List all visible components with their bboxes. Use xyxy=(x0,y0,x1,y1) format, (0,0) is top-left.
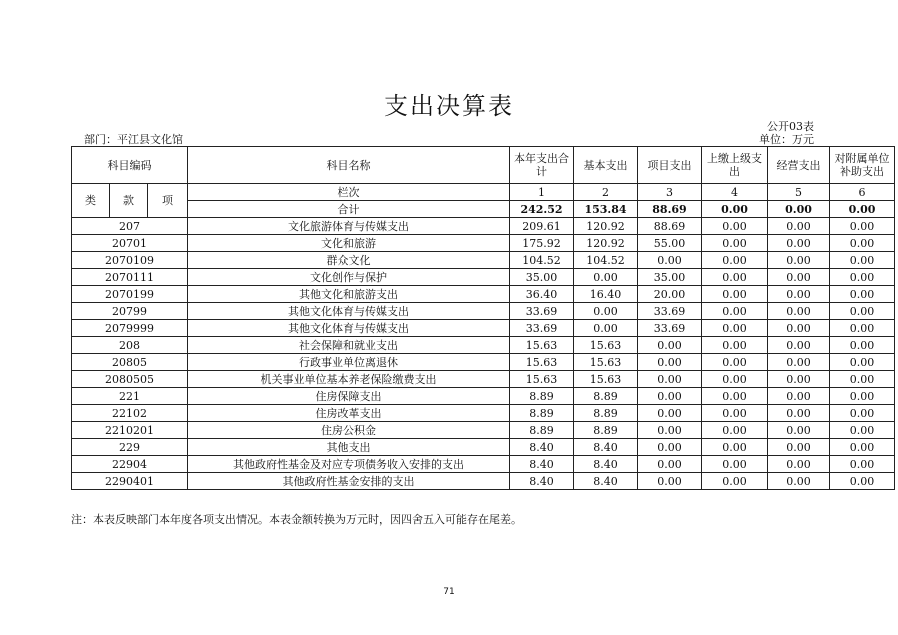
header-operation: 经营支出 xyxy=(768,147,830,184)
amount-cell: 0.00 xyxy=(702,269,768,286)
amount-cell: 0.00 xyxy=(830,456,895,473)
amount-cell: 0.00 xyxy=(702,371,768,388)
amount-cell: 0.00 xyxy=(768,303,830,320)
header-subsidy: 对附属单位补助支出 xyxy=(830,147,895,184)
amount-cell: 0.00 xyxy=(768,354,830,371)
amount-cell: 0.00 xyxy=(830,286,895,303)
amount-cell: 0.00 xyxy=(702,218,768,235)
amount-cell: 0.00 xyxy=(768,286,830,303)
subject-code: 2210201 xyxy=(72,422,188,439)
header-lei: 类 xyxy=(72,184,110,218)
subject-name: 行政事业单位离退休 xyxy=(188,354,510,371)
table-row xyxy=(72,337,895,354)
amount-cell: 15.63 xyxy=(510,337,574,354)
total-value: 242.52 xyxy=(510,201,574,218)
subject-code: 221 xyxy=(72,388,188,405)
amount-cell: 55.00 xyxy=(638,235,702,252)
header-row xyxy=(72,147,895,184)
subject-name: 其他政府性基金及对应专项债务收入安排的支出 xyxy=(188,456,510,473)
header-name: 科目名称 xyxy=(188,147,510,184)
amount-cell: 15.63 xyxy=(574,354,638,371)
amount-cell: 0.00 xyxy=(638,371,702,388)
amount-cell: 35.00 xyxy=(510,269,574,286)
subject-name: 文化旅游体育与传媒支出 xyxy=(188,218,510,235)
table-row xyxy=(72,371,895,388)
amount-cell: 0.00 xyxy=(702,422,768,439)
subject-name: 住房保障支出 xyxy=(188,388,510,405)
amount-cell: 0.00 xyxy=(574,269,638,286)
amount-cell: 0.00 xyxy=(702,405,768,422)
table-row xyxy=(72,320,895,337)
col-num: 3 xyxy=(638,184,702,201)
table-row xyxy=(72,405,895,422)
subject-code: 2290401 xyxy=(72,473,188,490)
header-basic: 基本支出 xyxy=(574,147,638,184)
amount-cell: 0.00 xyxy=(830,473,895,490)
amount-cell: 0.00 xyxy=(768,337,830,354)
amount-cell: 0.00 xyxy=(830,439,895,456)
subject-name: 文化创作与保护 xyxy=(188,269,510,286)
total-label: 合计 xyxy=(188,201,510,218)
amount-cell: 33.69 xyxy=(510,303,574,320)
subject-name: 群众文化 xyxy=(188,252,510,269)
amount-cell: 8.89 xyxy=(574,422,638,439)
col-num: 1 xyxy=(510,184,574,201)
amount-cell: 0.00 xyxy=(768,218,830,235)
col-num: 4 xyxy=(702,184,768,201)
amount-cell: 0.00 xyxy=(830,235,895,252)
header-kuan: 款 xyxy=(110,184,148,218)
amount-cell: 0.00 xyxy=(702,320,768,337)
amount-cell: 120.92 xyxy=(574,218,638,235)
col-num: 5 xyxy=(768,184,830,201)
amount-cell: 0.00 xyxy=(574,303,638,320)
amount-cell: 35.00 xyxy=(638,269,702,286)
subject-code: 20701 xyxy=(72,235,188,252)
table-row xyxy=(72,456,895,473)
table-row xyxy=(72,252,895,269)
amount-cell: 33.69 xyxy=(510,320,574,337)
subject-code: 2079999 xyxy=(72,320,188,337)
total-value: 0.00 xyxy=(768,201,830,218)
amount-cell: 8.40 xyxy=(574,456,638,473)
amount-cell: 8.89 xyxy=(574,388,638,405)
table-row xyxy=(72,473,895,490)
amount-cell: 8.40 xyxy=(574,473,638,490)
subject-name: 其他支出 xyxy=(188,439,510,456)
table-row xyxy=(72,269,895,286)
amount-cell: 0.00 xyxy=(702,235,768,252)
amount-cell: 0.00 xyxy=(638,439,702,456)
amount-cell: 15.63 xyxy=(510,371,574,388)
amount-cell: 8.89 xyxy=(510,388,574,405)
amount-cell: 8.40 xyxy=(510,456,574,473)
table-row xyxy=(72,354,895,371)
subject-code: 22904 xyxy=(72,456,188,473)
subject-code: 20805 xyxy=(72,354,188,371)
table-row xyxy=(72,286,895,303)
subject-code: 207 xyxy=(72,218,188,235)
amount-cell: 0.00 xyxy=(574,320,638,337)
amount-cell: 0.00 xyxy=(768,473,830,490)
amount-cell: 0.00 xyxy=(702,303,768,320)
amount-cell: 0.00 xyxy=(702,252,768,269)
amount-cell: 15.63 xyxy=(510,354,574,371)
amount-cell: 16.40 xyxy=(574,286,638,303)
header-lanci: 栏次 xyxy=(188,184,510,201)
department-label: 部门：平江县文化馆 xyxy=(84,133,183,146)
amount-cell: 0.00 xyxy=(830,252,895,269)
amount-cell: 104.52 xyxy=(510,252,574,269)
subject-name: 其他文化和旅游支出 xyxy=(188,286,510,303)
amount-cell: 0.00 xyxy=(638,456,702,473)
amount-cell: 15.63 xyxy=(574,337,638,354)
subject-name: 文化和旅游 xyxy=(188,235,510,252)
amount-cell: 104.52 xyxy=(574,252,638,269)
amount-cell: 0.00 xyxy=(702,473,768,490)
amount-cell: 0.00 xyxy=(702,456,768,473)
amount-cell: 0.00 xyxy=(830,303,895,320)
form-number: 公开03表 xyxy=(767,120,814,133)
amount-cell: 0.00 xyxy=(702,388,768,405)
amount-cell: 0.00 xyxy=(768,388,830,405)
subject-name: 其他政府性基金安排的支出 xyxy=(188,473,510,490)
subject-name: 其他文化体育与传媒支出 xyxy=(188,320,510,337)
amount-cell: 0.00 xyxy=(768,371,830,388)
amount-cell: 0.00 xyxy=(702,354,768,371)
amount-cell: 20.00 xyxy=(638,286,702,303)
table-row xyxy=(72,388,895,405)
table-row xyxy=(72,422,895,439)
amount-cell: 175.92 xyxy=(510,235,574,252)
amount-cell: 0.00 xyxy=(768,439,830,456)
amount-cell: 8.89 xyxy=(574,405,638,422)
total-row xyxy=(72,201,895,218)
amount-cell: 88.69 xyxy=(638,218,702,235)
amount-cell: 0.00 xyxy=(830,405,895,422)
amount-cell: 0.00 xyxy=(830,320,895,337)
amount-cell: 0.00 xyxy=(830,354,895,371)
total-value: 0.00 xyxy=(702,201,768,218)
amount-cell: 0.00 xyxy=(768,405,830,422)
subject-code: 2070109 xyxy=(72,252,188,269)
header-superior: 上缴上级支出 xyxy=(702,147,768,184)
amount-cell: 0.00 xyxy=(702,439,768,456)
amount-cell: 0.00 xyxy=(638,252,702,269)
subject-name: 住房改革支出 xyxy=(188,405,510,422)
amount-cell: 0.00 xyxy=(768,456,830,473)
amount-cell: 0.00 xyxy=(638,405,702,422)
amount-cell: 8.40 xyxy=(510,473,574,490)
amount-cell: 0.00 xyxy=(768,269,830,286)
unit-label: 单位：万元 xyxy=(759,133,814,146)
amount-cell: 33.69 xyxy=(638,303,702,320)
subject-name: 住房公积金 xyxy=(188,422,510,439)
amount-cell: 0.00 xyxy=(768,422,830,439)
header-code: 科目编码 xyxy=(72,147,188,184)
subject-code: 208 xyxy=(72,337,188,354)
header-project: 项目支出 xyxy=(638,147,702,184)
amount-cell: 0.00 xyxy=(830,388,895,405)
subject-code: 20799 xyxy=(72,303,188,320)
subject-name: 其他文化体育与传媒支出 xyxy=(188,303,510,320)
subject-code: 22102 xyxy=(72,405,188,422)
amount-cell: 8.89 xyxy=(510,422,574,439)
amount-cell: 0.00 xyxy=(768,252,830,269)
amount-cell: 8.89 xyxy=(510,405,574,422)
table-row xyxy=(72,439,895,456)
amount-cell: 0.00 xyxy=(638,422,702,439)
amount-cell: 0.00 xyxy=(768,320,830,337)
subject-code: 229 xyxy=(72,439,188,456)
amount-cell: 15.63 xyxy=(574,371,638,388)
table-row xyxy=(72,235,895,252)
amount-cell: 0.00 xyxy=(638,337,702,354)
total-value: 153.84 xyxy=(574,201,638,218)
subject-name: 社会保障和就业支出 xyxy=(188,337,510,354)
page-number: 71 xyxy=(443,587,455,597)
col-num: 6 xyxy=(830,184,895,201)
total-value: 88.69 xyxy=(638,201,702,218)
subject-name: 机关事业单位基本养老保险缴费支出 xyxy=(188,371,510,388)
table-row xyxy=(72,303,895,320)
amount-cell: 0.00 xyxy=(702,286,768,303)
amount-cell: 8.40 xyxy=(510,439,574,456)
header-total: 本年支出合计 xyxy=(510,147,574,184)
subject-code: 2070199 xyxy=(72,286,188,303)
amount-cell: 0.00 xyxy=(638,388,702,405)
amount-cell: 0.00 xyxy=(830,218,895,235)
footnote: 注：本表反映部门本年度各项支出情况。本表金额转换为万元时，因四舍五入可能存在尾差。 xyxy=(71,513,522,526)
amount-cell: 0.00 xyxy=(830,422,895,439)
amount-cell: 33.69 xyxy=(638,320,702,337)
page-title: 支出决算表 xyxy=(384,92,514,120)
amount-cell: 0.00 xyxy=(638,354,702,371)
table-row xyxy=(72,218,895,235)
expenditure-table xyxy=(71,146,895,490)
amount-cell: 0.00 xyxy=(768,235,830,252)
amount-cell: 8.40 xyxy=(574,439,638,456)
col-num: 2 xyxy=(574,184,638,201)
header-xiang: 项 xyxy=(148,184,188,218)
amount-cell: 0.00 xyxy=(638,473,702,490)
amount-cell: 0.00 xyxy=(830,337,895,354)
subject-code: 2080505 xyxy=(72,371,188,388)
subject-code: 2070111 xyxy=(72,269,188,286)
total-value: 0.00 xyxy=(830,201,895,218)
amount-cell: 0.00 xyxy=(830,371,895,388)
amount-cell: 209.61 xyxy=(510,218,574,235)
amount-cell: 120.92 xyxy=(574,235,638,252)
amount-cell: 0.00 xyxy=(702,337,768,354)
column-number-row xyxy=(72,184,895,201)
amount-cell: 36.40 xyxy=(510,286,574,303)
amount-cell: 0.00 xyxy=(830,269,895,286)
